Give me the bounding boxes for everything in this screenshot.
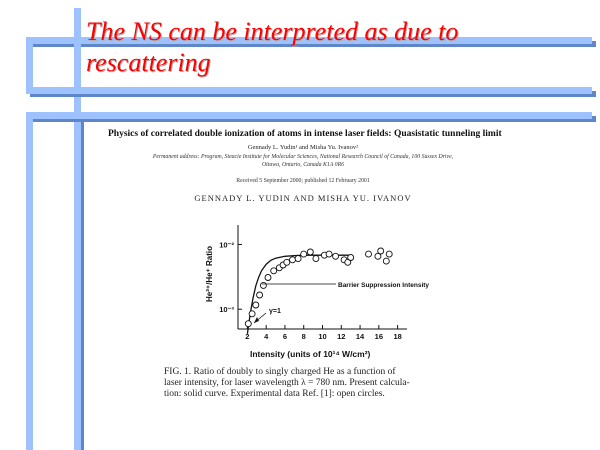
data-point bbox=[386, 251, 392, 257]
x-tick-label: 2 bbox=[245, 332, 250, 341]
data-point bbox=[245, 321, 251, 327]
data-point bbox=[260, 282, 266, 288]
x-tick-label: 16 bbox=[374, 332, 384, 341]
x-tick-label: 4 bbox=[264, 332, 269, 341]
x-tick-label: 14 bbox=[355, 332, 365, 341]
data-point bbox=[333, 253, 339, 259]
figure-caption-line: tion: solid curve. Experimental data Ref. [1]: open circles. bbox=[164, 389, 385, 399]
data-point bbox=[366, 251, 372, 257]
data-point bbox=[378, 248, 384, 254]
x-tick-label: 8 bbox=[301, 332, 306, 341]
paper-affiliation-line: Permanent address: Program, Steacie Institute for Molecular Sciences, National Research Council of Canada, 100 Sussex Drive, bbox=[152, 154, 454, 160]
data-point bbox=[265, 275, 271, 281]
paper-received-date: Received 5 September 2000; published 12 February 2001 bbox=[236, 178, 370, 184]
figure-caption bbox=[164, 367, 434, 400]
paper-authors: Gennady L. Yudin¹ and Misha Yu. Ivanov² bbox=[247, 144, 359, 151]
data-point bbox=[284, 259, 290, 265]
y-tick-label: 10⁻² bbox=[219, 240, 234, 250]
data-point bbox=[313, 256, 319, 262]
barrier-suppression-label: Barrier Suppression Intensity bbox=[338, 282, 430, 289]
data-point bbox=[307, 249, 313, 255]
gamma-arrowhead bbox=[254, 317, 259, 323]
data-point bbox=[326, 251, 332, 257]
data-point bbox=[348, 255, 354, 261]
y-tick-label: 10⁻³ bbox=[219, 305, 234, 315]
data-point bbox=[301, 251, 307, 257]
data-point bbox=[290, 257, 296, 263]
slide-title-line: The NS can be interpreted as due to bbox=[86, 17, 459, 46]
data-point bbox=[253, 302, 259, 308]
figure-caption-line: FIG. 1. Ratio of doubly to singly charged He as a function of bbox=[164, 367, 396, 377]
slide-title-line: rescattering bbox=[86, 48, 211, 77]
data-point bbox=[257, 292, 263, 298]
x-tick-label: 6 bbox=[282, 332, 288, 341]
data-point bbox=[295, 256, 301, 262]
y-axis-label: He²⁺/He⁺ Ratio bbox=[205, 245, 214, 302]
gamma-label: γ=1 bbox=[269, 308, 281, 315]
plot-frame bbox=[238, 225, 407, 329]
x-axis-label: Intensity (units of 10¹⁴ W/cm²) bbox=[250, 349, 371, 359]
x-tick-label: 18 bbox=[393, 332, 402, 341]
paper-affiliation-line: Ottawa, Ontario, Canada K1A 0R6 bbox=[261, 162, 345, 168]
paper-running-head: GENNADY L. YUDIN AND MISHA YU. IVANOV bbox=[194, 193, 412, 203]
data-point bbox=[383, 258, 389, 264]
data-point bbox=[271, 268, 277, 274]
x-tick-label: 10 bbox=[318, 332, 327, 341]
figure-caption-line: laser intensity, for laser wavelength λ = 780 nm. Present calcula- bbox=[164, 378, 410, 388]
paper-title: Physics of correlated double ionization of atoms in intense laser fields: Quasistatic tunneling limit bbox=[108, 129, 502, 139]
data-point bbox=[249, 311, 255, 317]
x-tick-label: 12 bbox=[337, 332, 346, 341]
